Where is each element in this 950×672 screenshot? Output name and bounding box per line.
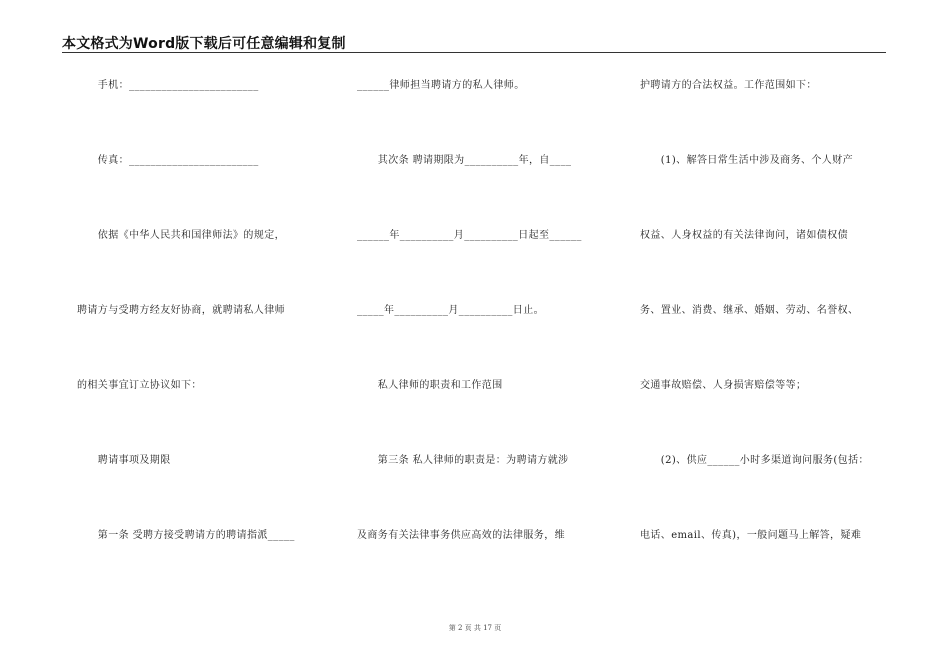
text-line: 交通事故赔偿、人身损害赔偿等等； bbox=[640, 380, 807, 391]
text-line: 私人律师的职责和工作范围 bbox=[357, 380, 503, 391]
text-line: ______年__________月__________日起至______ bbox=[357, 230, 582, 241]
text-line: 权益、人身权益的有关法律询问，诸如债权债 bbox=[640, 230, 848, 241]
text-line: 传真：________________________ bbox=[77, 155, 259, 166]
text-line: ______律师担当聘请方的私人律师。 bbox=[357, 80, 525, 91]
document-header-title: 本文格式为Word版下载后可任意编辑和复制 bbox=[62, 36, 346, 52]
text-line: 护聘请方的合法权益。工作范围如下： bbox=[640, 80, 817, 91]
text-line: 手机：________________________ bbox=[77, 80, 259, 91]
text-line: 第三条 私人律师的职责是：为聘请方就涉 bbox=[357, 455, 569, 466]
text-line: 电话、email、传真)，一般问题马上解答，疑难 bbox=[640, 530, 862, 541]
text-line: 依据《中华人民共和国律师法》的规定， bbox=[77, 230, 285, 241]
page-number-footer: 第 2 页 共 17 页 bbox=[448, 624, 502, 632]
text-line: 聘请事项及期限 bbox=[77, 455, 171, 466]
text-line: 第一条 受聘方接受聘请方的聘请指派_____ bbox=[77, 530, 295, 541]
text-line: 的相关事宜订立协议如下： bbox=[77, 380, 202, 391]
header-divider bbox=[62, 52, 886, 53]
text-line: (2)、供应______小时多渠道询问服务(包括： bbox=[640, 455, 869, 466]
text-line: _____年__________月__________日止。 bbox=[357, 305, 544, 316]
text-line: 及商务有关法律事务供应高效的法律服务，维 bbox=[357, 530, 565, 541]
text-line: 其次条 聘请期限为__________年，自____ bbox=[357, 155, 572, 166]
text-line: (1)、解答日常生活中涉及商务、个人财产 bbox=[640, 155, 853, 166]
text-line: 聘请方与受聘方经友好协商，就聘请私人律师 bbox=[77, 305, 285, 316]
text-line: 务、置业、消费、继承、婚姻、劳动、名誉权、 bbox=[640, 305, 859, 316]
